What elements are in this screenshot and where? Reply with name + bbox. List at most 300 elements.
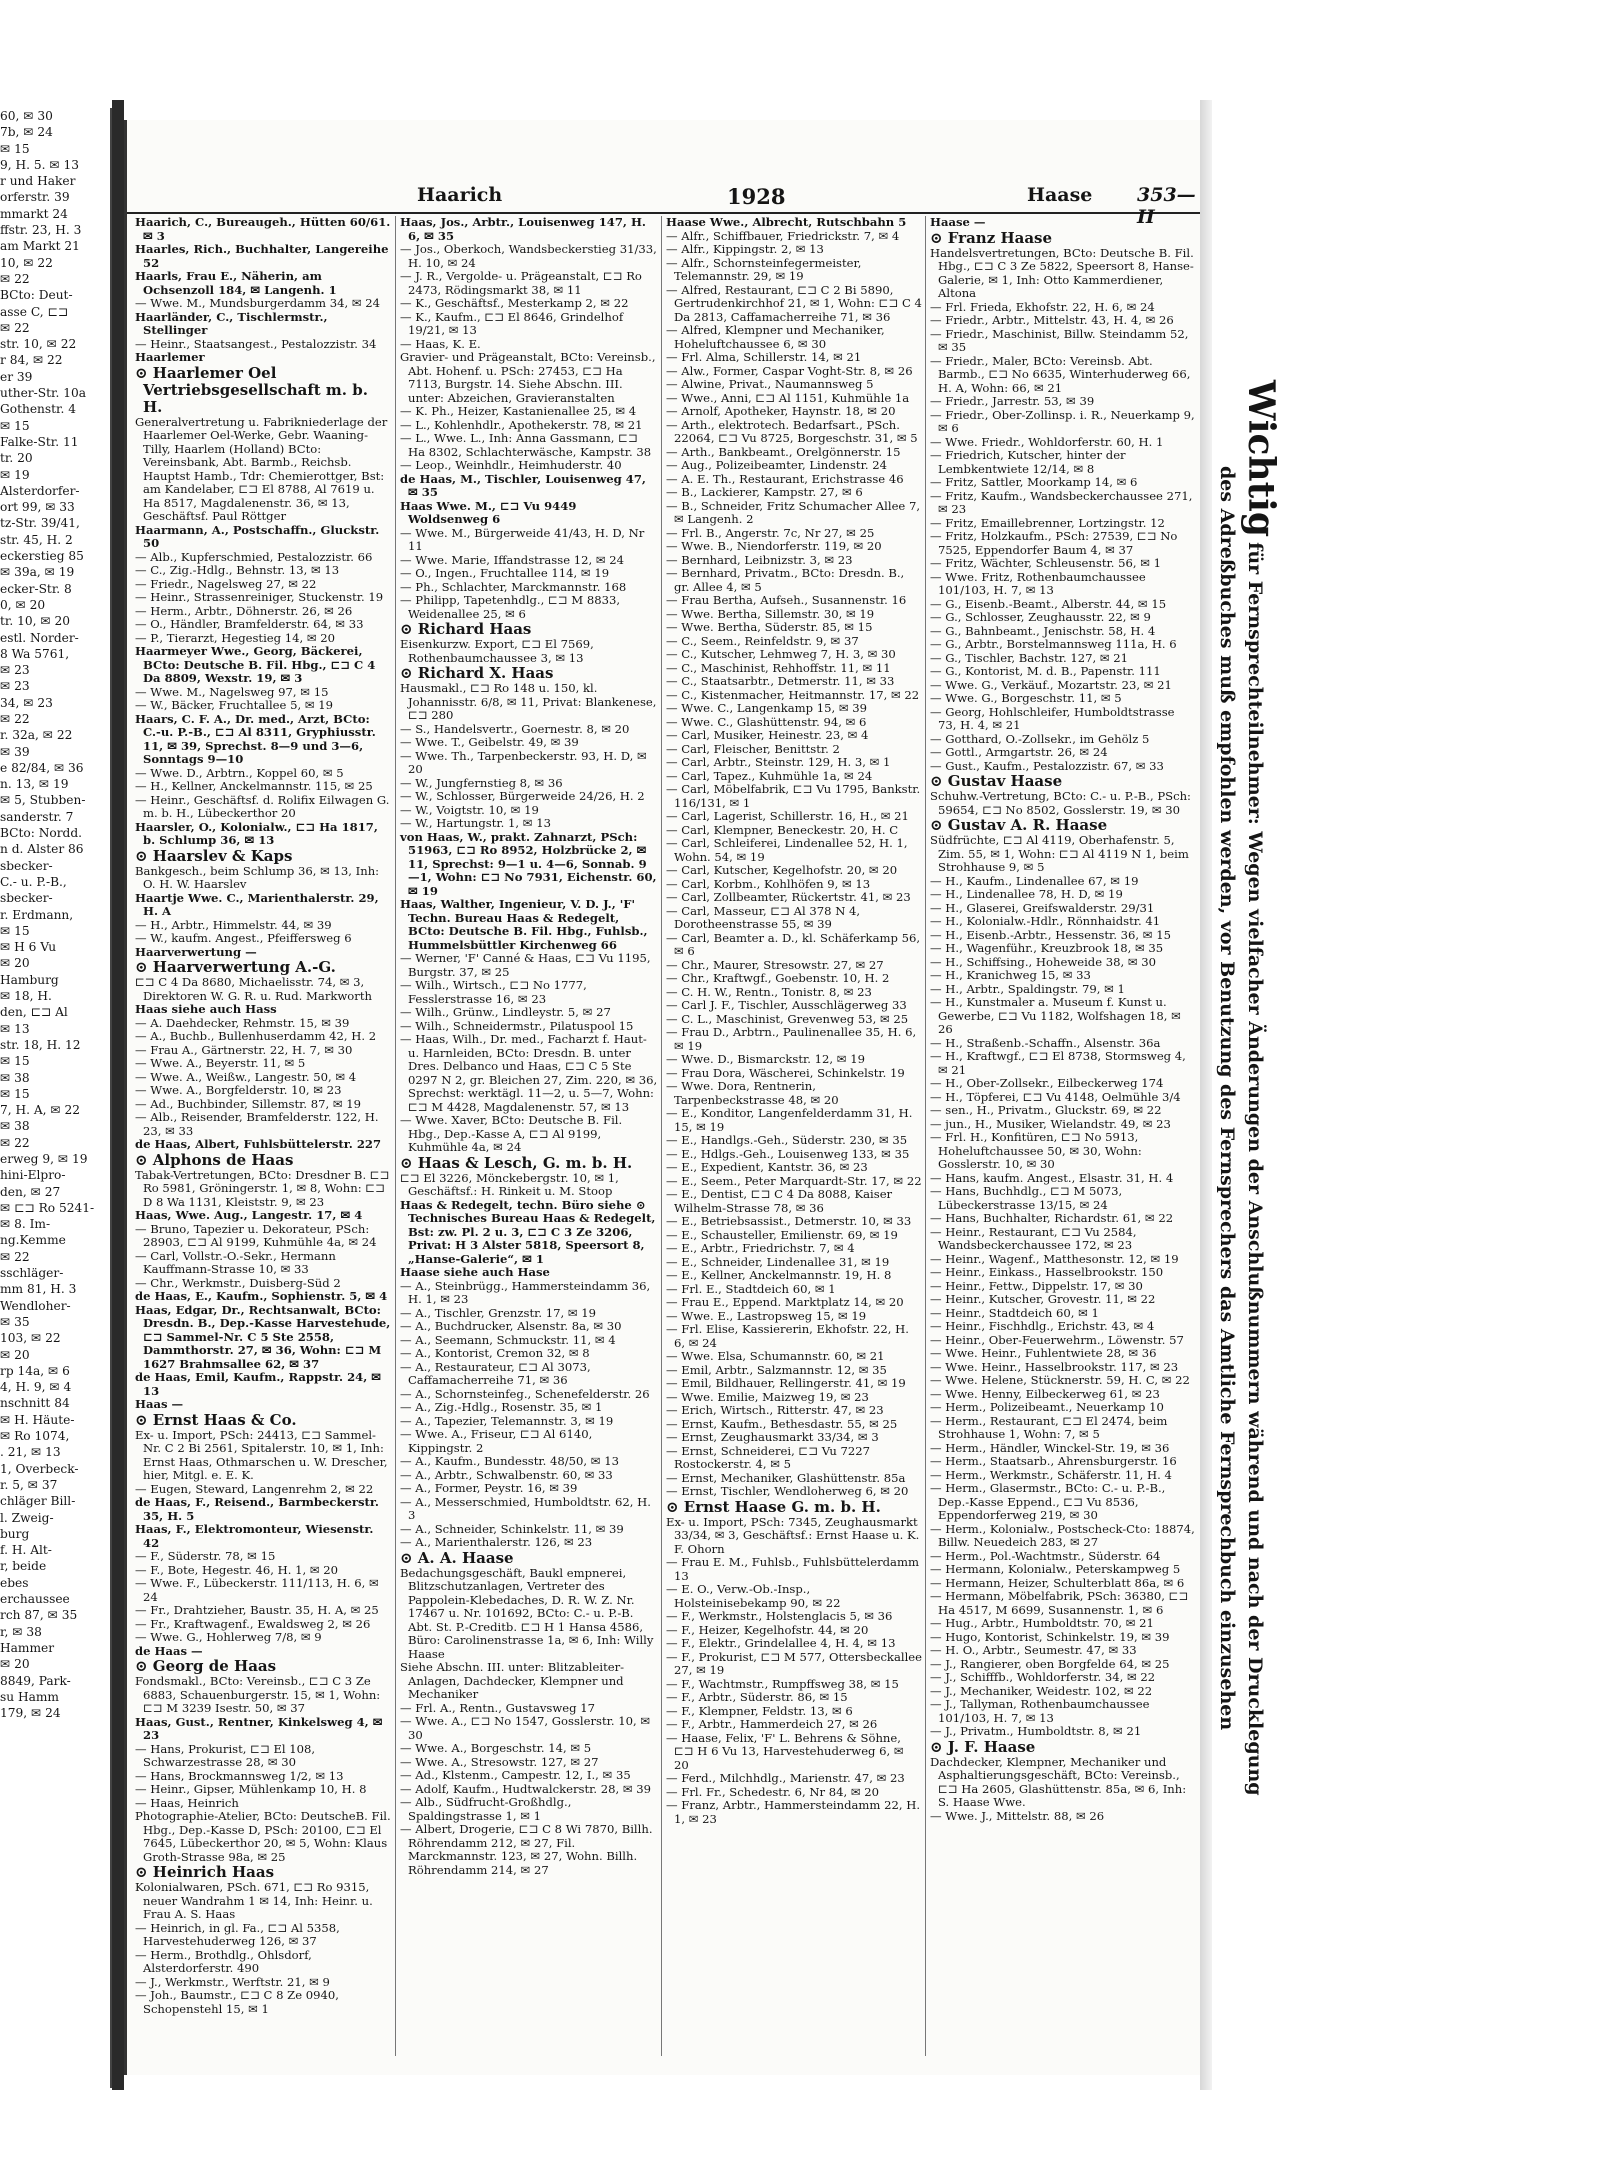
directory-entry: — H., Kolonialw.-Hdlr., Rönnhaidstr. 41 — [930, 914, 1161, 928]
directory-entry: Haarländer, C., Tischlermstr., Stellinger — [135, 309, 328, 337]
directory-entry: — Hans, Brockmannsweg 1/2, ✉ 13 — [135, 1768, 344, 1783]
directory-entry: — Gotthard, O.-Zollsekr., im Gehölz 5 — [930, 731, 1150, 746]
directory-entry: — J., Privatm., Humboldtstr. 8, ✉ 21 — [930, 1724, 1142, 1738]
directory-entry: — E., Schausteller, Emilienstr. 69, ✉ 19 — [666, 1227, 898, 1242]
prev-page-line: ✉ 38 — [0, 1070, 30, 1085]
directory-entry: Gravier- und Prägeanstalt, BCto: Vereinsb., Abt. Hohenf. u. PSch: 27453, ⊏⊐ Ha 7113, Burgstr. 14. Siehe Abschn. III. unter: Abzeichen, Gravieranstalten — [400, 350, 656, 405]
directory-entry: Haarich, C., Bureaugeh., Hütten 60/61. ✉ 3 — [135, 216, 391, 243]
directory-entry: Haas, Edgar, Dr., Rechtsanwalt, BCto: Dresdn. B., Dep.-Kasse Harvestehude, ⊏⊐ Sammel-Nr. C 5 Ste 2558, Dammthorstr. 27, ✉ 36, Wohn: ⊏⊐ M 1627 Brahmsallee 62, ✉ 37 — [135, 1302, 391, 1371]
directory-entry: — Leop., Weinhdlr., Heimhuderstr. 40 — [400, 458, 622, 472]
prev-page-line: eckerstieg 85 — [0, 549, 84, 564]
prev-page-line: ✉ 35 — [0, 1314, 30, 1329]
prev-page-line: ✉ 18, H. — [0, 989, 52, 1004]
directory-entry: — Herm., Polizeibeamt., Neuerkamp 10 — [930, 1400, 1164, 1414]
directory-entry: Haartje Wwe. C., Marienthalerstr. 29, H. A — [135, 890, 379, 918]
directory-entry: — Ernst, Zeughausmarkt 33/34, ✉ 3 — [666, 1430, 879, 1444]
directory-entry: — K., Kaufm., ⊏⊐ El 8646, Grindelhof 19/21, ✉ 13 — [400, 309, 624, 337]
directory-entry: — Wwe. C., Langenkamp 15, ✉ 39 — [666, 701, 868, 715]
directory-entry: — jun., H., Musiker, Wielandstr. 49, ✉ 23 — [930, 1116, 1171, 1131]
directory-entry: — Heinr., Strassenreiniger, Stuckenstr. 19 — [135, 590, 384, 604]
directory-entry: Bankgesch., beim Schlump 36, ✉ 13, Inh: O. H. W. Haarslev — [135, 863, 380, 891]
prev-page-line: Wendloher- — [0, 1298, 71, 1313]
prev-page-line: BCto: Nordd. — [0, 826, 83, 841]
page-number: 353—II — [1137, 184, 1196, 228]
directory-entry: — A., Former, Peystr. 16, ✉ 39 — [400, 1481, 578, 1495]
prev-page-line: den, ✉ 27 — [0, 1184, 61, 1199]
directory-entry: — Frl. Fr., Schedestr. 6, Nr 84, ✉ 20 — [666, 1784, 879, 1799]
prev-page-line: ✉ 22 — [0, 1135, 30, 1150]
directory-entry: — Wwe. A., Borgfelderstr. 10, ✉ 23 — [135, 1083, 342, 1097]
prev-page-line: 10, ✉ 22 — [0, 255, 53, 270]
directory-entry: — Herm., Brothdlg., Ohlsdorf, Alsterdorferstr. 490 — [135, 1947, 312, 1975]
directory-entry: — O., Händler, Bramfelderstr. 64, ✉ 33 — [135, 617, 364, 631]
directory-entry: — Herm., Arbtr., Döhnerstr. 26, ✉ 26 — [135, 603, 353, 618]
directory-entry: — E., Schneider, Lindenallee 31, ✉ 19 — [666, 1254, 890, 1269]
directory-entry: — Wwe. Bertha, Süderstr. 85, ✉ 15 — [666, 620, 873, 634]
directory-entry: — G., Arbtr., Borstelmannsweg 111a, H. 6 — [930, 637, 1177, 651]
directory-entry: Haarlemer — [135, 350, 205, 364]
directory-entry: — Wwe. G., Borgeschstr. 11, ✉ 5 — [930, 691, 1122, 705]
directory-entry: — Heinrich, in gl. Fa., ⊏⊐ Al 5358, Harvestehuderweg 126, ✉ 37 — [135, 1920, 340, 1948]
directory-entry: — Ad., Buchbinder, Sillemstr. 87, ✉ 19 — [135, 1096, 362, 1111]
directory-entry: — E. O., Verw.-Ob.-Insp., Holsteinisebekamp 90, ✉ 22 — [666, 1582, 841, 1610]
directory-entry: — Ad., Klstenm., Campestr. 12, I., ✉ 35 — [400, 1768, 631, 1782]
prev-page-line: str. 18, H. 12 — [0, 1037, 81, 1052]
prev-page-line: ✉ 39a, ✉ 19 — [0, 565, 75, 580]
directory-entry: Haase — — [930, 216, 986, 229]
directory-entry: — Friedr., Maler, BCto: Vereinsb. Abt. Barmb., ⊏⊐ No 6635, Winterhuderweg 66, H. A, Wohn: 66, ✉ 21 — [930, 353, 1191, 395]
directory-entry: — Heinr., Geschäftsf. d. Rolifix Eilwagen G. m. b. H., Lübeckerthor 20 — [135, 792, 390, 820]
directory-entry: Eisenkurzw. Export, ⊏⊐ El 7569, Rothenbaumchaussee 3, ✉ 13 — [400, 637, 594, 665]
directory-entry: de Haas — — [135, 1643, 203, 1658]
prev-page-line: n. 13, ✉ 19 — [0, 777, 69, 792]
directory-entry: — W., kaufm. Angest., Pfeiffersweg 6 — [135, 931, 352, 945]
directory-entry: — C. L., Maschinist, Grevenweg 53, ✉ 25 — [666, 1011, 909, 1026]
directory-entry: — Wwe. A., Beyerstr. 11, ✉ 5 — [135, 1056, 306, 1070]
directory-entry: — A., Buchb., Bullenhuserdamm 42, H. 2 — [135, 1029, 377, 1043]
directory-entry: — J., Rangierer, oben Borgfelde 64, ✉ 25 — [930, 1656, 1170, 1671]
directory-entry: — H. O., Arbtr., Seumestr. 47, ✉ 33 — [930, 1643, 1137, 1657]
directory-entry: — Hermann, Kolonialw., Peterskampweg 5 — [930, 1562, 1181, 1576]
directory-entry: — A., Buchdrucker, Alsenstr. 8a, ✉ 30 — [400, 1319, 622, 1333]
directory-entry: — Wwe. Marie, Iffandstrasse 12, ✉ 24 — [400, 552, 625, 567]
directory-entry: Haas Wwe. M., ⊏⊐ Vu 9449 Woldsenweg 6 — [400, 498, 577, 526]
directory-entry: — Carl, Klempner, Beneckestr. 20, H. C — [666, 822, 899, 837]
directory-entry: Haars, C. F. A., Dr. med., Arzt, BCto: C.-u. P.-B., ⊏⊐ Al 8311, Gryphiusstr. 11, ✉ 39, Sprechst. 8—9 und 3—6, Sonntags 9—10 — [135, 711, 376, 766]
directory-entry: — Fritz, Sattler, Moorkamp 14, ✉ 6 — [930, 475, 1138, 489]
directory-entry: Haas, Walther, Ingenieur, V. D. J., 'F' Techn. Bureau Haas & Redegelt, BCto: Deutsche B. Fil. Hbg., Fuhlsb., Hummelsbüttler Kirchenweg 66 — [400, 897, 648, 952]
directory-entry: — S., Handelsvertr., Goernestr. 8, ✉ 20 — [400, 721, 630, 736]
directory-entry: — Carl, Kutscher, Kegelhofstr. 20, ✉ 20 — [666, 863, 898, 877]
directory-entry: — F., Wachtmstr., Rumpffsweg 38, ✉ 15 — [666, 1676, 899, 1691]
directory-entry: — Haas, Heinrich — [135, 1795, 239, 1810]
directory-entry: — Haas, K. E. — [400, 336, 481, 351]
notice-word: Wichtig — [1240, 380, 1282, 538]
prev-page-line: 8 Wa 5761, — [0, 646, 70, 661]
directory-entry: — Friedr., Arbtr., Mittelstr. 43, H. 4, ✉ 26 — [930, 313, 1174, 327]
directory-entry: — Chr., Kraftwgf., Goebenstr. 10, H. 2 — [666, 971, 890, 985]
prev-page-line: su Hamm — [0, 1689, 59, 1704]
directory-entry: — Carl J. F., Tischler, Ausschlägerweg 33 — [666, 998, 907, 1012]
prev-page-line: ✉ 23 — [0, 663, 30, 678]
directory-entry: — Arth., Bankbeamt., Orelgönnerstr. 15 — [666, 444, 901, 459]
directory-entry: — J., Werkmstr., Werftstr. 21, ✉ 9 — [135, 1974, 330, 1989]
prev-page-line: ✉ 5, Stubben- — [0, 793, 86, 808]
directory-entry: — Fritz, Emaillebrenner, Lortzingstr. 12 — [930, 515, 1165, 530]
directory-entry: — Frl. B., Angerstr. 7c, Nr 27, ✉ 25 — [666, 525, 875, 540]
directory-entry: — E., Seem., Peter Marquardt-Str. 17, ✉ 22 — [666, 1173, 922, 1188]
directory-entry: — Erich, Wirtsch., Ritterstr. 47, ✉ 23 — [666, 1403, 884, 1417]
prev-page-line: am Markt 21 — [0, 239, 80, 254]
directory-entry: — Carl, Beamter a. D., kl. Schäferkamp 56, ✉ 6 — [666, 930, 921, 958]
column-1 — [131, 216, 393, 2056]
directory-entry: — Frl. E., Stadtdeich 60, ✉ 1 — [666, 1281, 836, 1296]
directory-entry: — Alw., Former, Caspar Voght-Str. 8, ✉ 26 — [666, 363, 913, 378]
directory-entry: Haas & Redegelt, techn. Büro siehe ⊙ Technisches Bureau Haas & Redegelt, Bst: zw. Pl. 2 u. 3, ⊏⊐ C 3 Ze 3206, Privat: H 3 Alster 5818, Speersort 8, „Hanse-Galerie“, ✉ 1 — [400, 1197, 656, 1266]
directory-entry: — H., Kunstmaler a. Museum f. Kunst u. Gewerbe, ⊏⊐ Vu 1182, Wolfshagen 18, ✉ 26 — [930, 995, 1181, 1036]
directory-entry: ⊙ A. A. Haase — [400, 1548, 514, 1567]
directory-entry: — Wwe. D., Bismarckstr. 12, ✉ 19 — [666, 1052, 865, 1066]
directory-entry: Schuhw.-Vertretung, BCto: C.- u. P.-B., PSch: 59654, ⊏⊐ No 8502, Gosslerstr. 19, ✉ 30 — [930, 789, 1191, 817]
prev-page-line: mm 81, H. 3 — [0, 1282, 77, 1297]
directory-entry: — Emil, Arbtr., Salzmannstr. 12, ✉ 35 — [666, 1362, 887, 1377]
directory-entry: — Frau A., Gärtnerstr. 22, H. 7, ✉ 30 — [135, 1042, 353, 1057]
prev-page-line: ✉ 23 — [0, 679, 30, 694]
directory-entry: ⊙ Ernst Haas & Co. — [135, 1410, 297, 1429]
directory-entry: Photographie-Atelier, BCto: DeutscheB. Fil. Hbg., Dep.-Kasse D, PSch: 20100, ⊏⊐ El 7645, Lübeckerthor 20, ✉ 5, Wohn: Klaus Groth-Strasse 98a, ✉ 25 — [135, 1809, 391, 1864]
directory-entry: — sen., H., Privatm., Gluckstr. 69, ✉ 22 — [930, 1103, 1162, 1117]
directory-entry: — Wilh., Wirtsch., ⊏⊐ No 1777, Fesslerstrasse 16, ✉ 23 — [400, 978, 587, 1006]
prev-page-line: r. Erdmann, — [0, 907, 74, 922]
prev-page-line: sbecker- — [0, 858, 53, 873]
prev-page-line: burg — [0, 1526, 30, 1541]
directory-entry: — Albert, Drogerie, ⊏⊐ C 8 Wi 7870, Billh. Röhrendamm 212, ✉ 27, Fil. Marckmannstr. 123, ✉ 27, Wohn. Billh. Röhrendamm 214, ✉ 27 — [400, 1822, 653, 1877]
directory-entry: — Gottl., Armgartstr. 26, ✉ 24 — [930, 745, 1108, 759]
directory-entry: — G., Kontorist, M. d. B., Papenstr. 111 — [930, 664, 1161, 678]
prev-page-line: ecker-Str. 8 — [0, 581, 72, 596]
directory-entry: — Heinr., Gipser, Mühlenkamp 10, H. 8 — [135, 1782, 367, 1796]
column-3 — [661, 216, 924, 2056]
prev-page-line: rp 14a, ✉ 6 — [0, 1363, 70, 1378]
directory-entry: Fondsmakl., BCto: Vereinsb., ⊏⊐ C 3 Ze 6883, Schauenburgerstr. 15, ✉ 1, Wohn: ⊏⊐ M 3239 Isestr. 50, ✉ 37 — [135, 1674, 381, 1715]
directory-entry: — K. Ph., Heizer, Kastanienallee 25, ✉ 4 — [400, 404, 637, 418]
directory-entry: — Wwe. F., Lübeckerstr. 111/113, H. 6, ✉ 24 — [135, 1576, 379, 1604]
directory-entry: — Wwe. Fritz, Rothenbaumchaussee 101/103, H. 7, ✉ 13 — [930, 569, 1146, 597]
prev-page-line: ng.Kemme — [0, 1233, 66, 1248]
prev-page-line: ✉ 22 — [0, 320, 30, 335]
directory-page — [124, 120, 1203, 2075]
directory-entry: — Alfred, Restaurant, ⊏⊐ C 2 Bi 5890, Gertrudenkirchhof 21, ✉ 1, Wohn: ⊏⊐ C 4 Da 2813, Caffamacherreihe 71, ✉ 36 — [666, 282, 922, 324]
directory-entry: — Wwe. A., ⊏⊐ No 1547, Gosslerstr. 10, ✉ 30 — [400, 1714, 651, 1742]
directory-entry: — Chr., Maurer, Stresowstr. 27, ✉ 27 — [666, 957, 884, 972]
directory-entry: — A., Steinbrügg., Hammersteindamm 36, H. 1, ✉ 23 — [400, 1278, 651, 1306]
directory-entry: ⊙ Richard Haas — [400, 620, 532, 638]
directory-entry: ⊙ Haas & Lesch, G. m. b. H. — [400, 1153, 633, 1172]
prev-page-line: 103, ✉ 22 — [0, 1331, 61, 1346]
prev-page-line: 4, H. 9, ✉ 4 — [0, 1380, 72, 1395]
directory-entry: — Ernst, Tischler, Wendloherweg 6, ✉ 20 — [666, 1484, 909, 1498]
prev-page-line: sschläger- — [0, 1266, 64, 1281]
prev-page-line: erweg 9, ✉ 19 — [0, 1152, 88, 1166]
directory-entry: — A., Kaufm., Bundesstr. 48/50, ✉ 13 — [400, 1454, 619, 1468]
directory-entry: — Wwe. A., Weißw., Langestr. 50, ✉ 4 — [135, 1069, 357, 1084]
directory-entry: — Frl. Alma, Schillerstr. 14, ✉ 21 — [666, 350, 862, 364]
directory-entry: — Wwe. M., Nagelsweg 97, ✉ 15 — [135, 684, 329, 699]
directory-entry: Haarls, Frau E., Näherin, am Ochsenzoll 184, ✉ Langenh. 1 — [135, 269, 337, 297]
directory-entry: — H., Glaserei, Greifswalderstr. 29/31 — [930, 900, 1155, 915]
directory-entry: — C., Kistenmacher, Heitmannstr. 17, ✉ 22 — [666, 687, 920, 702]
prev-page-line: ✉ Ro 1074, — [0, 1429, 70, 1444]
directory-entry: Haas, Wwe. Aug., Langestr. 17, ✉ 4 — [135, 1208, 363, 1222]
notice-line-2: des Adreßbuches muß empfohlen werden, vor Benutzung des Fernsprechers das Amtliche Fernsprechbuch einzusehen — [1216, 466, 1238, 1731]
directory-entry: — Wwe. A., Borgeschstr. 14, ✉ 5 — [400, 1741, 592, 1755]
prev-page-line: r, beide — [0, 1559, 47, 1574]
directory-entry: — C., Maschinist, Rehhoffstr. 11, ✉ 11 — [666, 660, 891, 675]
directory-entry: — Carl, Zollbeamter, Rückertstr. 41, ✉ 23 — [666, 890, 911, 904]
directory-entry: Tabak-Vertretungen, BCto: Dresdner B. ⊏⊐ Ro 5981, Gröningerstr. 1, ✉ 8, Wohn: ⊏⊐ D 8 Wa 1131, Kleiststr. 9, ✉ 23 — [135, 1167, 390, 1209]
directory-entry: — Wwe., Anni, ⊏⊐ Al 1151, Kuhmühle 1a — [666, 390, 910, 405]
directory-entry: — Wwe. Dora, Rentnerin, Tarpenbeckstrasse 48, ✉ 20 — [666, 1079, 839, 1107]
prev-page-line: tr. 10, ✉ 20 — [0, 614, 70, 629]
directory-entry: — C., Seem., Reinfeldstr. 9, ✉ 37 — [666, 633, 859, 648]
directory-entry: — A., Seemann, Schmuckstr. 11, ✉ 4 — [400, 1332, 616, 1347]
directory-entry: Haas — — [135, 1397, 184, 1411]
directory-entry: — Hans, kaufm. Angest., Elsastr. 31, H. 4 — [930, 1170, 1174, 1185]
directory-entry: — Heinr., Restaurant, ⊏⊐ Vu 2584, Wandsbeckerchaussee 172, ✉ 23 — [930, 1224, 1137, 1252]
directory-entry: — A. E. Th., Restaurant, Erichstrasse 46 — [666, 471, 904, 486]
directory-entry: — Wwe. T., Geibelstr. 49, ✉ 39 — [400, 735, 579, 749]
header-year: 1928 — [727, 184, 786, 209]
prev-page-line: chläger Bill- — [0, 1494, 76, 1509]
directory-entry: — Wwe. Heinr., Hasselbrookstr. 117, ✉ 23 — [930, 1359, 1179, 1374]
directory-entry: — H., Arbtr., Himmelstr. 44, ✉ 39 — [135, 917, 332, 932]
directory-entry: — F., Arbtr., Hammerdeich 27, ✉ 26 — [666, 1717, 878, 1731]
directory-entry: — F., Klempner, Feldstr. 13, ✉ 6 — [666, 1703, 853, 1718]
directory-entry: Südfrüchte, ⊏⊐ Al 4119, Oberhafenstr. 5, Zim. 55, ✉ 1, Wohn: ⊏⊐ Al 4119 N 1, beim Strohhause 9, ✉ 5 — [930, 833, 1189, 874]
prev-page-line: ebes — [0, 1575, 29, 1590]
directory-entry: — P., Tierarzt, Hegestieg 14, ✉ 20 — [135, 630, 336, 645]
directory-entry: de Haas, F., Reisend., Barmbeckerstr. 35, H. 5 — [135, 1495, 379, 1523]
directory-entry: Ex- u. Import, PSch: 7345, Zeughausmarkt 33/34, ✉ 3, Geschäftsf.: Ernst Haase u. K. F. Ohorn — [666, 1514, 920, 1556]
prev-page-line: ✉ 20 — [0, 1347, 30, 1362]
directory-entry: — Frau Bertha, Aufseh., Susannenstr. 16 — [666, 593, 907, 607]
directory-entry: Haas, F., Elektromonteur, Wiesenstr. 42 — [135, 1522, 374, 1550]
directory-entry: — Haas, Wilh., Dr. med., Facharzt f. Haut- u. Harnleiden, BCto: Dresdn. B. unter Dres. Delbanco und Haas, ⊏⊐ C 5 Ste 0297 N 2, gr. Bleichen 27, Zim. 220, ✉ 36, Sprechst: werktägl. 11—2, u. 5—7, Wohn: ⊏⊐ M 4428, Magdalenenstr. 57, ✉ 13 — [400, 1032, 658, 1114]
prev-page-line: str. 45, H. 2 — [0, 532, 73, 547]
directory-entry: — Wwe. Th., Tarpenbeckerstr. 93, H. D, ✉ 20 — [400, 748, 647, 776]
prev-page-line: erchaussee — [0, 1592, 70, 1607]
directory-entry: — Wwe. G., Hohlerweg 7/8, ✉ 9 — [135, 1630, 322, 1644]
directory-entry: — Heinr., Staatsangest., Pestalozzistr. 34 — [135, 336, 377, 351]
directory-entry: — Herm., Glasermstr., BCto: C.- u. P.-B., Dep.-Kasse Eppend., ⊏⊐ Vu 8536, Eppendorferweg 219, ✉ 30 — [930, 1481, 1166, 1522]
directory-entry: — Frau Dora, Wäscherei, Schinkelstr. 19 — [666, 1065, 905, 1080]
column-4 — [925, 216, 1198, 2056]
directory-entry: — A. Daehdecker, Rehmstr. 15, ✉ 39 — [135, 1015, 350, 1030]
directory-entry: — Chr., Werkmstr., Duisberg-Süd 2 — [135, 1275, 341, 1290]
directory-entry: Haase Wwe., Albrecht, Rutschbahn 5 — [666, 216, 907, 229]
directory-entry: — H., Kraftwgf., ⊏⊐ El 8738, Stormsweg 4, ✉ 21 — [930, 1049, 1186, 1077]
directory-entry: von Haas, W., prakt. Zahnarzt, PSch: 51963, ⊏⊐ Ro 8952, Holzbrücke 2, ✉ 11, Sprechst: 9—1 u. 4—6, Sonnab. 9—1, Wohn: ⊏⊐ No 7931, Eichenstr. 60, ✉ 19 — [400, 829, 657, 898]
directory-entry: — Friedr., Maschinist, Billw. Steindamm 52, ✉ 35 — [930, 326, 1189, 354]
directory-entry: — Wwe. D., Arbtrn., Koppel 60, ✉ 5 — [135, 765, 344, 780]
directory-entry: — A., Schornsteinfeg., Schenefelderstr. 26 — [400, 1386, 650, 1401]
prev-page-line: 9, H. 5. ✉ 13 — [0, 157, 79, 172]
directory-entry: — Hans, Buchhalter, Richardstr. 61, ✉ 22 — [930, 1211, 1174, 1225]
prev-page-line: mmarkt 24 — [0, 206, 68, 221]
prev-page-line: ✉ 19 — [0, 467, 30, 482]
directory-entry: — Wwe. B., Niendorferstr. 119, ✉ 20 — [666, 539, 882, 553]
directory-entry: — Herm., Händler, Winckel-Str. 19, ✉ 36 — [930, 1440, 1170, 1455]
directory-entry: — H., Eisenb.-Arbtr., Hessenstr. 36, ✉ 15 — [930, 927, 1171, 942]
directory-entry: — Carl, Vollstr.-O.-Sekr., Hermann Kauffmann-Strasse 10, ✉ 33 — [135, 1248, 336, 1276]
directory-entry: — A., Tapezier, Telemannstr. 3, ✉ 19 — [400, 1413, 614, 1428]
directory-entry: ⊙ Gustav A. R. Haase — [930, 816, 1108, 834]
directory-entry: — Ph., Schlachter, Marckmannstr. 168 — [400, 579, 627, 594]
prev-page-line: Hamburg — [0, 972, 59, 987]
prev-page-line: r. 5, ✉ 37 — [0, 1477, 58, 1492]
directory-entry: — Herm., Restaurant, ⊏⊐ El 2474, beim Strohhause 1, Wohn: 7, ✉ 5 — [930, 1413, 1168, 1441]
side-notice — [1216, 380, 1286, 1800]
directory-entry: — Ernst, Mechaniker, Glashüttenstr. 85a — [666, 1470, 906, 1485]
prev-page-line: 34, ✉ 23 — [0, 695, 53, 710]
directory-entry: — Alfred, Klempner und Mechaniker, Hoheluftchaussee 6, ✉ 30 — [666, 323, 885, 351]
directory-entry: — Hermann, Heizer, Schulterblatt 86a, ✉ 6 — [930, 1575, 1185, 1590]
directory-entry: — G., Tischler, Bachstr. 127, ✉ 21 — [930, 650, 1129, 665]
directory-entry: — Fr., Kraftwagenf., Ewaldsweg 2, ✉ 26 — [135, 1616, 371, 1631]
directory-entry: Haase siehe auch Hase — [400, 1265, 550, 1279]
prev-page-line: estl. Norder- — [0, 630, 79, 645]
directory-entry: — H., Töpferei, ⊏⊐ Vu 4148, Oelmühle 3/4 — [930, 1089, 1181, 1104]
directory-entry: — Bruno, Tapezier u. Dekorateur, PSch: 28903, ⊏⊐ Al 9199, Kuhmühle 4a, ✉ 24 — [135, 1221, 377, 1249]
directory-entry: — Carl, Fleischer, Benittstr. 2 — [666, 741, 840, 756]
directory-entry: — H., Straßenb.-Schaffn., Alsenstr. 36a — [930, 1035, 1161, 1050]
directory-entry: — Heinr., Ober-Feuerwehrm., Löwenstr. 57 — [930, 1332, 1184, 1347]
directory-entry: Siehe Abschn. III. unter: Blitzableiter-Anlagen, Dachdecker, Klempner und Mechaniker — [400, 1660, 625, 1701]
prev-page-line: n d. Alster 86 — [0, 842, 84, 857]
directory-entry: — A., Arbtr., Schwalbenstr. 60, ✉ 33 — [400, 1467, 613, 1482]
prev-page-line: ✉ 22 — [0, 1249, 30, 1264]
directory-entry: — Arth., elektrotech. Bedarfsart., PSch. 22064, ⊏⊐ Vu 8725, Borgeschstr. 31, ✉ 5 — [666, 417, 918, 445]
prev-page-line: rch 87, ✉ 35 — [0, 1608, 78, 1623]
prev-page-line: orferstr. 39 — [0, 190, 70, 205]
directory-entry: — Arnolf, Apotheker, Haynstr. 18, ✉ 20 — [666, 404, 896, 418]
directory-entry: — Fritz, Kaufm., Wandsbeckerchaussee 271, ✉ 23 — [930, 488, 1193, 516]
prev-page-line: Gothenstr. 4 — [0, 402, 77, 417]
prev-page-line: r und Haker — [0, 174, 76, 189]
directory-entry: ⊙ Gustav Haase — [930, 772, 1063, 790]
directory-entry: de Haas, Emil, Kaufm., Rappstr. 24, ✉ 13 — [135, 1370, 382, 1398]
directory-entry: — Frau E. M., Fuhlsb., Fuhlsbüttelerdamm 13 — [666, 1555, 919, 1583]
prev-page-line: ✉ 13 — [0, 1021, 30, 1036]
directory-entry: Haarmeyer Wwe., Georg, Bäckerei, BCto: Deutsche B. Fil. Hbg., ⊏⊐ C 4 Da 8809, Wexstr. 19, ✉ 3 — [135, 644, 376, 685]
directory-entry: — Ernst, Schneiderei, ⊏⊐ Vu 7227 Rostockerstr. 4, ✉ 5 — [666, 1443, 871, 1471]
directory-entry: — H., Schiffsing., Hoheweide 38, ✉ 30 — [930, 954, 1157, 969]
directory-entry: — Heinr., Fettw., Dippelstr. 17, ✉ 30 — [930, 1278, 1143, 1293]
directory-entry: — Ferd., Milchhdlg., Marienstr. 47, ✉ 23 — [666, 1771, 905, 1785]
prev-page-line: ✉ 15 — [0, 1086, 30, 1101]
directory-entry: — Emil, Bildhauer, Rellingerstr. 41, ✉ 19 — [666, 1376, 906, 1390]
directory-entry: — Wwe. G., Verkäuf., Mozartstr. 23, ✉ 21 — [930, 677, 1172, 692]
directory-entry: — G., Schlosser, Zeughausstr. 22, ✉ 9 — [930, 610, 1151, 624]
book-gutter — [112, 100, 124, 2090]
prev-page-line: f. H. Alt- — [0, 1543, 52, 1558]
prev-page-line: er 39 — [0, 369, 33, 384]
directory-entry: — Werner, 'F' Canné & Haas, ⊏⊐ Vu 1195, Burgstr. 37, ✉ 25 — [400, 951, 651, 979]
directory-entry: — K., Geschäftsf., Mesterkamp 2, ✉ 22 — [400, 296, 629, 310]
directory-entry: Haarverwertung — — [135, 944, 257, 959]
directory-entry: — Frl. Frieda, Ekhofstr. 22, H. 6, ✉ 24 — [930, 299, 1155, 314]
directory-entry: — Carl, Musiker, Heinestr. 23, ✉ 4 — [666, 728, 869, 742]
directory-entry: — Jos., Oberkoch, Wandsbeckerstieg 31/33, H. 10, ✉ 24 — [400, 242, 657, 270]
directory-entry: — Herm., Pol.-Wachtmstr., Süderstr. 64 — [930, 1548, 1161, 1563]
prev-page-line: l. Zweig- — [0, 1510, 54, 1525]
directory-entry: — Adolf, Kaufm., Hudtwalckerstr. 28, ✉ 39 — [400, 1781, 652, 1796]
directory-entry: ⊏⊐ C 4 Da 8680, Michaelisstr. 74, ✉ 3, Direktoren W. G. R. u. Rud. Markworth — [135, 975, 372, 1003]
directory-entry: — L., Kohlenhdlr., Apothekerstr. 78, ✉ 21 — [400, 417, 643, 432]
directory-entry: ⊙ Franz Haase — [930, 228, 1053, 247]
prev-page-line: str. 10, ✉ 22 — [0, 337, 77, 352]
prev-page-line: C.- u. P.-B., — [0, 874, 67, 889]
directory-entry: — Heinr., Fischhdlg., Erichstr. 43, ✉ 4 — [930, 1319, 1155, 1333]
directory-entry: — Fr., Drahtzieher, Baustr. 35, H. A, ✉ 25 — [135, 1603, 379, 1617]
directory-entry: Generalvertretung u. Fabrikniederlage der Haarlemer Oel-Werke, Gebr. Waaning-Tilly, Haarlem (Holland) BCto: Vereinsbank, Abt. Barmb., Reichsb. Hauptst Hamb., Tdr: Chemierottger, Bst: am Kandelaber, ⊏⊐ El 8788, Al 7619 u. Ha 8517, Magdalenenstr. 36, ✉ 13, Geschäftsf. Paul Röttger — [135, 414, 388, 523]
directory-entry: — Wwe. Henny, Eilbeckerweg 61, ✉ 23 — [930, 1386, 1160, 1401]
directory-entry: — Hermann, Möbelfabrik, PSch: 36380, ⊏⊐ Ha 4517, M 6699, Susannenstr. 1, ✉ 6 — [930, 1589, 1189, 1617]
directory-entry: — B., Schneider, Fritz Schumacher Allee 7, ✉ Langenh. 2 — [666, 498, 921, 526]
directory-entry: ⊙ J. F. Haase — [930, 1737, 1036, 1756]
directory-entry: — A., Kontorist, Cremon 32, ✉ 8 — [400, 1346, 590, 1360]
directory-entry: — W., Jungfernstieg 8, ✉ 36 — [400, 775, 563, 790]
directory-entry: — W., Bäcker, Fruchtallee 5, ✉ 19 — [135, 698, 333, 712]
directory-entry: — F., Werkmstr., Holstenglacis 5, ✉ 36 — [666, 1609, 893, 1623]
directory-entry: — C., Kutscher, Lehmweg 7, H. 3, ✉ 30 — [666, 647, 896, 661]
directory-entry: — Carl, Lagerist, Schillerstr. 16, H., ✉ 21 — [666, 809, 909, 823]
directory-entry: — Wwe. Bertha, Sillemstr. 30, ✉ 19 — [666, 606, 875, 621]
prev-page-line: tr. 20 — [0, 451, 33, 466]
prev-page-line: r, ✉ 38 — [0, 1624, 42, 1639]
directory-entry: Haas siehe auch Hass — [135, 1002, 277, 1016]
prev-page-line: Alsterdorfer- — [0, 483, 80, 498]
directory-entry: — H., Kellner, Anckelmannstr. 115, ✉ 25 — [135, 779, 373, 793]
directory-entry: — A., Restaurateur, ⊏⊐ Al 3073, Caffamacherreihe 71, ✉ 36 — [400, 1359, 591, 1387]
directory-entry: — W., Voigtstr. 10, ✉ 19 — [400, 802, 539, 817]
directory-entry: — G., Bahnbeamt., Jenischstr. 58, H. 4 — [930, 623, 1156, 638]
directory-entry: — E., Konditor, Langenfelderdamm 31, H. 15, ✉ 19 — [666, 1106, 913, 1134]
directory-entry: de Haas, E., Kaufm., Sophienstr. 5, ✉ 4 — [135, 1289, 388, 1303]
page-edge — [1200, 100, 1212, 2090]
directory-entry: — Wwe. Helene, Stücknerstr. 59, H. C, ✉ 22 — [930, 1373, 1190, 1387]
directory-entry: ⊙ Haarslev & Kaps — [135, 846, 293, 865]
directory-entry: — Carl, Arbtr., Steinstr. 129, H. 3, ✉ 1 — [666, 755, 891, 769]
directory-entry: ⊙ Ernst Haase G. m. b. H. — [666, 1497, 881, 1516]
notice-line-1: für Fernsprechteilnehmer: Wegen vielfacher Änderungen der Anschlußnummern während und nach der Drucklegung — [1244, 542, 1266, 1796]
directory-entry: — Wwe. E., Lastropsweg 15, ✉ 19 — [666, 1308, 867, 1323]
prev-page-line: e 82/84, ✉ 36 — [0, 760, 84, 775]
directory-entry: — F., Heizer, Kegelhofstr. 44, ✉ 20 — [666, 1622, 869, 1637]
directory-entry: Ex- u. Import, PSch: 24413, ⊏⊐ Sammel-Nr. C 2 Bi 2561, Spitalerstr. 10, ✉ 1, Inh: Ernst Haas, Othmarschen u. W. Drescher, hier, Mitgl. e. E. K. — [135, 1427, 388, 1482]
directory-entry: — H., Kranichweg 15, ✉ 33 — [930, 968, 1091, 982]
directory-entry: — Frau E., Eppend. Marktplatz 14, ✉ 20 — [666, 1295, 904, 1309]
directory-entry: — Ernst, Kaufm., Bethesdastr. 55, ✉ 25 — [666, 1416, 898, 1431]
directory-entry: — Joh., Baumstr., ⊏⊐ C 8 Ze 0940, Schopenstehl 15, ✉ 1 — [135, 1988, 339, 2016]
directory-entry: ⊙ Richard X. Haas — [400, 664, 554, 682]
directory-entry: — Friedr., Ober-Zollinsp. i. R., Neuerkamp 9, ✉ 6 — [930, 407, 1195, 435]
directory-entry: — Wwe. M., Mundsburgerdamm 34, ✉ 24 — [135, 296, 380, 310]
prev-page-line: r. 32a, ✉ 22 — [0, 728, 73, 743]
directory-entry: — Franz, Arbtr., Hammersteindamm 22, H. 1, ✉ 23 — [666, 1798, 921, 1826]
directory-entry: — Wwe. Xaver, BCto: Deutsche B. Fil. Hbg., Dep.-Kasse A, ⊏⊐ Al 9199, Kuhmühle 4a, ✉ 24 — [400, 1113, 623, 1154]
header-left-word: Haarich — [417, 184, 503, 206]
